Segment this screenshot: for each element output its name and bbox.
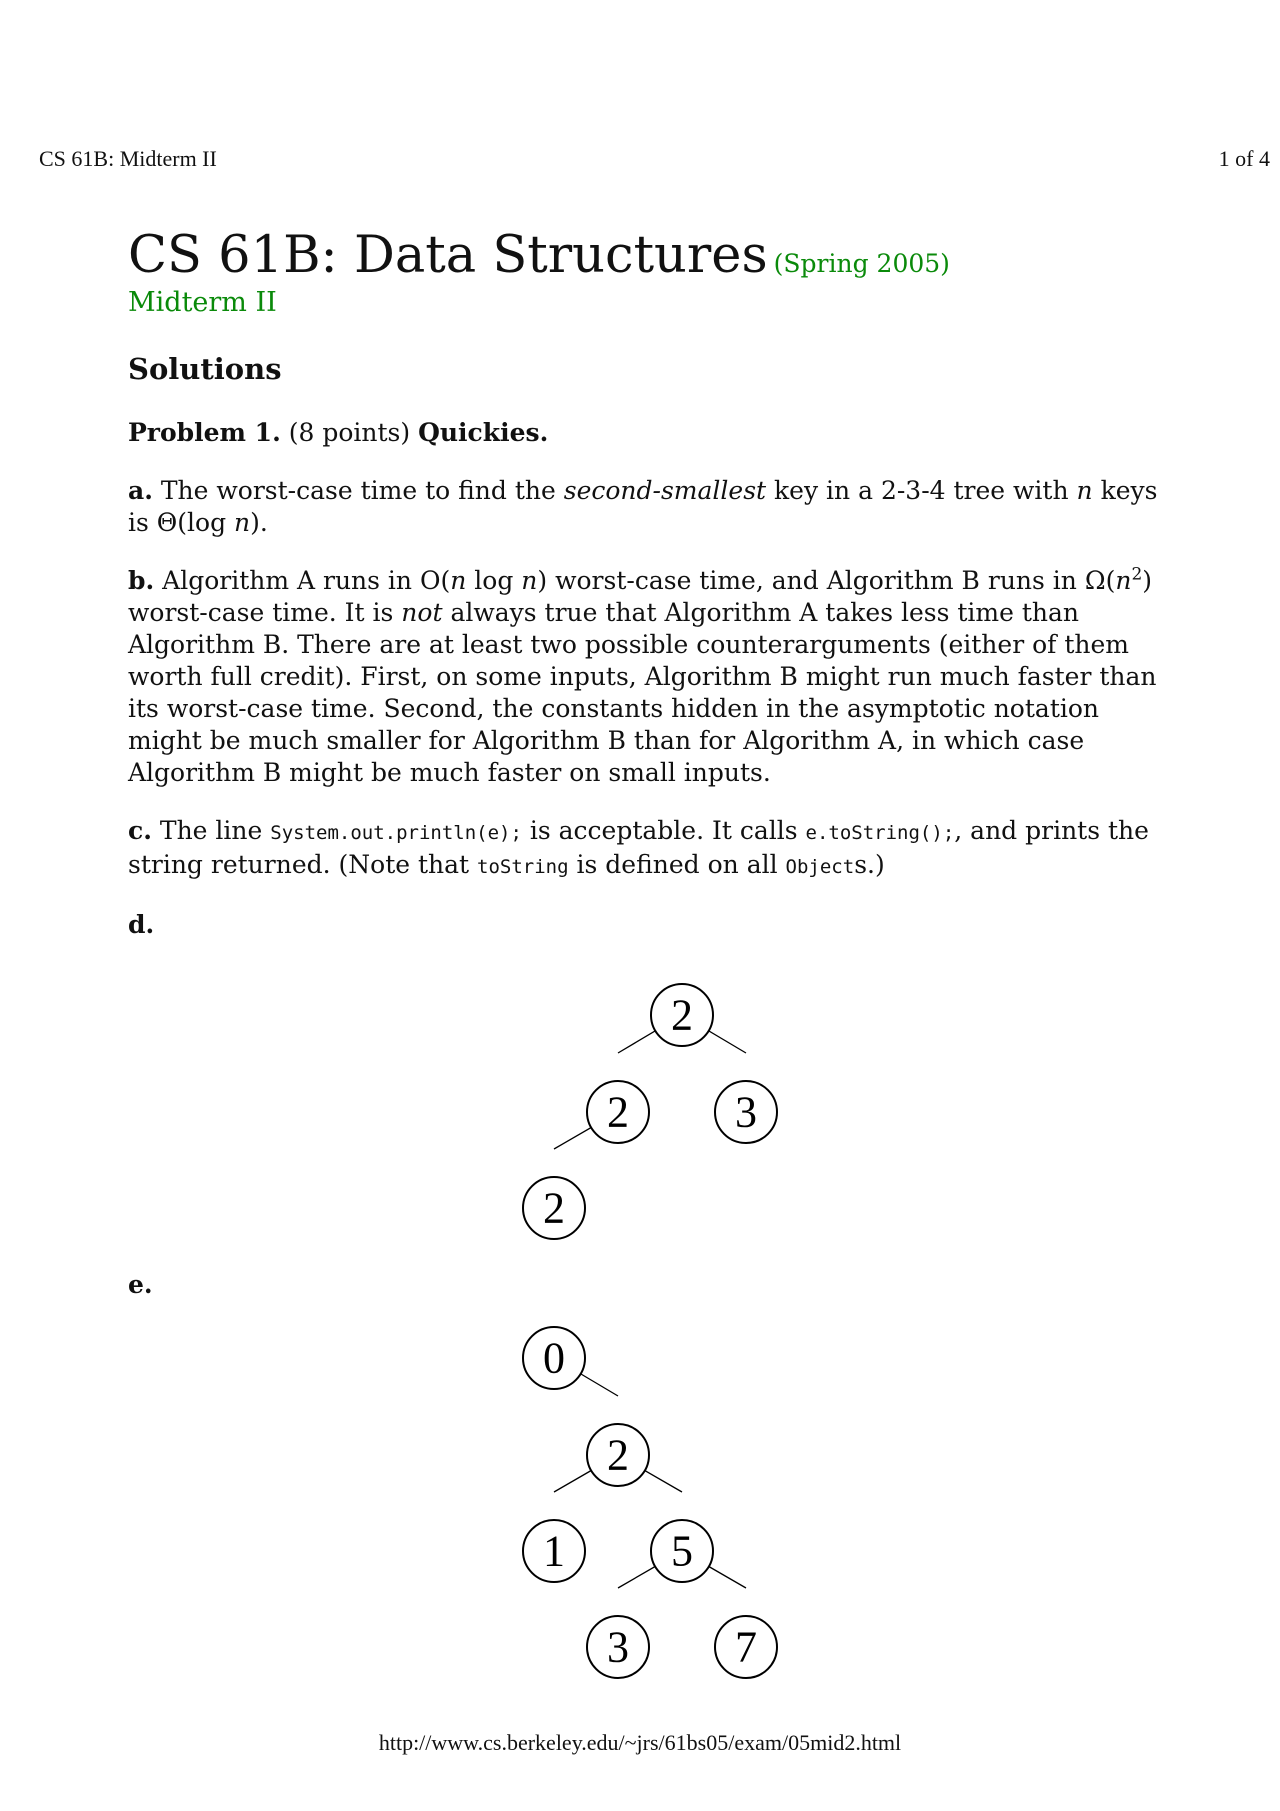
problem-name: Quickies.: [418, 418, 549, 447]
answer-b: [128, 565, 1178, 789]
answer-c-label: c.: [128, 816, 152, 845]
answer-a-label: a.: [128, 476, 153, 505]
answer-c-text: , and prints the string returned. (Note that: [128, 816, 1149, 879]
tree-node: [587, 1616, 649, 1678]
term: (Spring 2005): [773, 249, 950, 278]
answer-c-text: is defined on all: [576, 850, 778, 879]
var-n: n: [234, 508, 251, 537]
svg-text:0: 0: [543, 1333, 565, 1383]
tree-node: [651, 984, 713, 1046]
answer-b-text: log: [474, 566, 514, 595]
tree-node: [523, 1177, 585, 1239]
page-title: CS 61B: Data Structures: [128, 226, 768, 285]
answer-a: [128, 475, 1178, 539]
answer-c-text: s.): [854, 850, 885, 879]
answer-a-text: key in a 2-3-4 tree with: [774, 476, 1069, 505]
tree-node: [651, 1520, 713, 1582]
code-tostring-call: e.toString();: [805, 822, 955, 844]
svg-text:1: 1: [543, 1526, 565, 1576]
answer-b-text: ) worst-case time. It is: [128, 566, 1153, 627]
answer-a-text: keys is Θ(log: [128, 476, 1158, 537]
var-n: n: [450, 566, 467, 595]
code-tostring: toString: [477, 856, 569, 878]
exponent: 2: [1131, 564, 1143, 585]
subtitle: Midterm II: [128, 287, 277, 318]
problem-label: Problem 1.: [128, 418, 281, 447]
svg-text:3: 3: [607, 1622, 629, 1672]
solutions-heading: Solutions: [128, 352, 282, 386]
tree-node: [587, 1081, 649, 1143]
answer-c-text: The line: [159, 816, 263, 845]
answer-c-text: is acceptable. It calls: [529, 816, 798, 845]
answer-b-label: b.: [128, 566, 155, 595]
answer-a-text: ).: [250, 508, 268, 537]
tree-d-diagram: [510, 975, 800, 1250]
title-row: [128, 226, 1178, 285]
var-n: n: [1076, 476, 1093, 505]
svg-text:7: 7: [735, 1622, 757, 1672]
answer-c: [128, 815, 1178, 883]
svg-text:2: 2: [671, 990, 693, 1040]
answer-d-label: [128, 909, 1178, 941]
answer-d-label-text: d.: [128, 910, 155, 939]
tree-node: [523, 1327, 585, 1389]
tree-e-diagram: [510, 1318, 800, 1688]
svg-text:2: 2: [607, 1087, 629, 1137]
code-println: System.out.println(e);: [270, 822, 522, 844]
answer-b-text: always true that Algorithm A takes less time than Algorithm B. There are at least two possible counterarguments (either of them worth full credit). First, on some inputs, Algorithm B might run much faster than its worst-case time. Second, the constants hidden in the asymptotic notation might be much smaller for Algorithm B than for Algorithm A, in which case Algorithm B might be much faster on small inputs.: [128, 598, 1157, 787]
svg-text:2: 2: [543, 1183, 565, 1233]
var-n: n: [1115, 566, 1132, 595]
code-object: Object: [785, 856, 855, 878]
svg-text:2: 2: [607, 1430, 629, 1480]
answer-a-text: The worst-case time to find the: [160, 476, 556, 505]
answer-e-label: e.: [128, 1270, 153, 1299]
problem-1-heading: [128, 418, 1178, 447]
tree-node: [523, 1520, 585, 1582]
problem-points: (8 points): [288, 418, 411, 447]
header-left: CS 61B: Midterm II: [39, 146, 217, 171]
tree-node: [587, 1424, 649, 1486]
answer-b-emphasis: not: [401, 598, 443, 627]
page-number: 1 of 4: [1218, 146, 1270, 171]
answer-a-emphasis: second-smallest: [563, 476, 767, 505]
svg-text:5: 5: [671, 1526, 693, 1576]
answer-b-text: Algorithm A runs in O(: [162, 566, 451, 595]
document-body: [128, 226, 1178, 941]
tree-node: [715, 1081, 777, 1143]
var-n: n: [521, 566, 538, 595]
answer-b-text: ) worst-case time, and Algorithm B runs in Ω(: [537, 566, 1116, 595]
svg-text:3: 3: [735, 1087, 757, 1137]
tree-node: [715, 1616, 777, 1678]
footer-url: http://www.cs.berkeley.edu/~jrs/61bs05/exam/05mid2.html: [378, 1730, 902, 1755]
